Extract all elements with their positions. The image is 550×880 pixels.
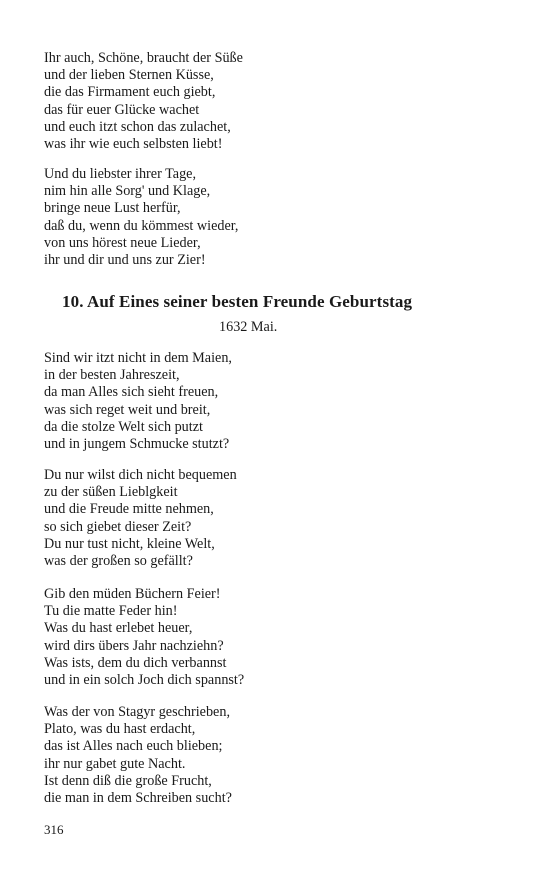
poem-line: die man in dem Schreiben sucht? — [44, 790, 232, 807]
poem-line: Ihr auch, Schöne, braucht der Süße — [44, 50, 243, 66]
stanza-5 — [44, 586, 244, 689]
poem-line: zu der süßen Lieblgkeit — [44, 484, 178, 501]
poem-line: wird dirs übers Jahr nachziehn? — [44, 637, 224, 654]
poem-line: Was der von Stagyr geschrieben, — [44, 704, 230, 720]
poem-line: Sind wir itzt nicht in dem Maien, — [44, 350, 232, 366]
poem-line: Und du liebster ihrer Tage, — [44, 166, 197, 182]
poem-line: was sich reget weit und breit, — [44, 401, 211, 418]
poem-line: in der besten Jahreszeit, — [44, 367, 180, 384]
poem-line: Was du hast erlebet heuer, — [44, 620, 193, 637]
poem-line: Tu die matte Feder hin! — [44, 603, 178, 620]
poem-line: Du nur tust nicht, kleine Welt, — [44, 535, 215, 552]
poem-line: Ist denn diß die große Frucht, — [44, 772, 212, 789]
page-number: 316 — [44, 822, 64, 837]
poem-line: da die stolze Welt sich putzt — [44, 418, 203, 435]
stanza-3 — [44, 350, 232, 453]
poem-heading: 10. Auf Eines seiner besten Freunde Geburtstag — [62, 292, 413, 311]
poem-line: bringe neue Lust herfür, — [44, 200, 181, 217]
poem-line: und euch itzt schon das zulachet, — [44, 118, 231, 135]
poem-line: Was ists, dem du dich verbannst — [44, 654, 227, 671]
stanza-6 — [44, 704, 232, 807]
poem-line: und der lieben Sternen Küsse, — [44, 67, 214, 84]
poem-line: was ihr wie euch selbsten liebt! — [44, 136, 223, 153]
poem-line: nim hin alle Sorg' und Klage, — [44, 183, 211, 200]
poem-date: 1632 Mai. — [219, 319, 278, 335]
poem-line: das ist Alles nach euch blieben; — [44, 738, 223, 755]
poem-line: und in jungem Schmucke stutzt? — [44, 436, 230, 453]
stanza-1 — [44, 50, 243, 153]
poem-line: so sich giebet dieser Zeit? — [44, 518, 192, 535]
poem-line: daß du, wenn du kömmest wieder, — [44, 217, 239, 234]
poem-line: da man Alles sich sieht freuen, — [44, 384, 219, 401]
poem-line: ihr nur gabet gute Nacht. — [44, 755, 186, 772]
poem-line: was der großen so gefällt? — [44, 553, 193, 570]
poem-line: von uns hörest neue Lieder, — [44, 234, 201, 251]
poem-line: Plato, was du hast erdacht, — [44, 721, 196, 738]
poem-line: ihr und dir und uns zur Zier! — [44, 252, 206, 269]
poem-line: die das Firmament euch giebt, — [44, 84, 216, 101]
poem-line: das für euer Glücke wachet — [44, 101, 200, 118]
poem-line: Du nur wilst dich nicht bequemen — [44, 467, 237, 483]
stanza-4 — [44, 467, 237, 570]
poem-line: und in ein solch Joch dich spannst? — [44, 672, 245, 689]
poem-line: und die Freude mitte nehmen, — [44, 501, 214, 518]
stanza-2 — [44, 166, 238, 269]
poem-line: Gib den müden Büchern Feier! — [44, 586, 221, 602]
